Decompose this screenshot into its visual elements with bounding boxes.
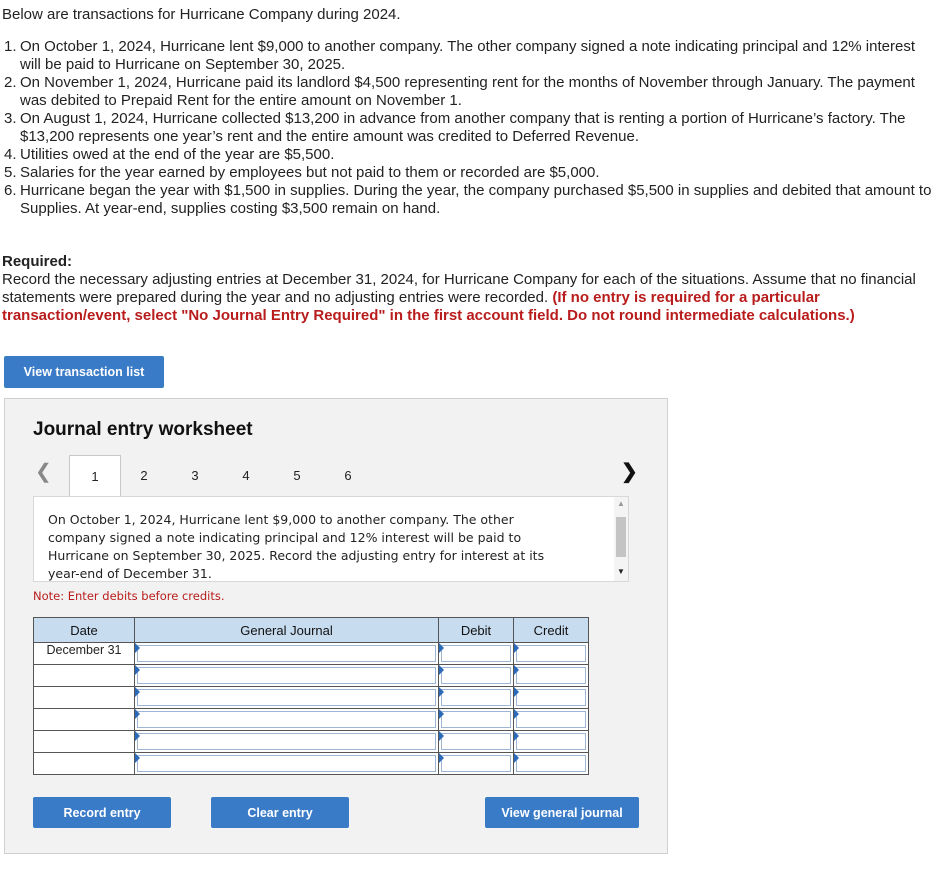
worksheet-tabs: [27, 455, 647, 497]
table-row: [34, 731, 589, 753]
header-date: Date: [34, 618, 135, 643]
dropdown-marker-icon: [135, 709, 140, 719]
credit-input[interactable]: [514, 665, 589, 687]
credit-input[interactable]: [514, 731, 589, 753]
transaction-item: 2. On November 1, 2024, Hurricane paid its landlord $4,500 representing rent for the months of November through January. The payment was debited to Prepaid Rent for the entire amount on November 1.: [4, 74, 915, 109]
credit-input[interactable]: [514, 643, 589, 665]
journal-table: [33, 617, 589, 775]
table-row: [34, 753, 589, 775]
view-transaction-list-button[interactable]: View transaction list: [4, 356, 164, 388]
debit-input[interactable]: [439, 753, 514, 775]
description-scrollbar[interactable]: [614, 497, 628, 581]
debit-input[interactable]: [439, 687, 514, 709]
required-text: Record the necessary adjusting entries at December 31, 2024, for Hurricane Company for each of the situations. Assume that no financial statements were prepared during the year and no adjusting entries were recorded.: [2, 271, 916, 306]
record-entry-button[interactable]: Record entry: [33, 797, 171, 828]
tab-2[interactable]: 2: [140, 467, 148, 483]
dropdown-marker-icon: [135, 687, 140, 697]
intro-text: Below are transactions for Hurricane Company during 2024.: [2, 6, 401, 23]
transaction-item: 4. Utilities owed at the end of the year are $5,500.: [4, 146, 335, 163]
dropdown-marker-icon: [135, 665, 140, 675]
transaction-item: 6. Hurricane began the year with $1,500 in supplies. During the year, the company purchased $5,500 in supplies and debited that amount to Supplies. At year-end, supplies costing $3,500 remain on hand.: [4, 182, 932, 217]
date-cell: [34, 687, 135, 709]
date-cell: [34, 731, 135, 753]
debit-input[interactable]: [439, 643, 514, 665]
clear-entry-button[interactable]: Clear entry: [211, 797, 349, 828]
table-row: [34, 687, 589, 709]
dropdown-marker-icon: [135, 753, 140, 763]
debit-credit-note: Note: Enter debits before credits.: [33, 589, 225, 603]
date-cell: [34, 665, 135, 687]
header-general-journal: General Journal: [135, 618, 439, 643]
dropdown-marker-icon: [514, 709, 519, 719]
dropdown-marker-icon: [135, 731, 140, 741]
required-title: Required:: [2, 253, 73, 270]
table-row: [34, 643, 589, 665]
scroll-thumb[interactable]: [616, 517, 626, 557]
transaction-description-box: [33, 496, 629, 582]
dropdown-marker-icon: [439, 709, 444, 719]
dropdown-marker-icon: [514, 687, 519, 697]
date-cell: [34, 753, 135, 775]
dropdown-marker-icon: [439, 753, 444, 763]
tab-4[interactable]: 4: [242, 467, 250, 483]
dropdown-marker-icon: [514, 643, 519, 653]
header-debit: Debit: [439, 618, 514, 643]
account-input[interactable]: [135, 643, 439, 665]
dropdown-marker-icon: [439, 643, 444, 653]
view-general-journal-button[interactable]: View general journal: [485, 797, 639, 828]
debit-input[interactable]: [439, 665, 514, 687]
transaction-list: [0, 38, 935, 218]
debit-input[interactable]: [439, 709, 514, 731]
tab-5[interactable]: 5: [293, 467, 301, 483]
transaction-item: 3. On August 1, 2024, Hurricane collected $13,200 in advance from another company that is renting a portion of Hurricane’s factory. The $13,200 represents one year’s rent and the entire amount was credited to Deferred Revenue.: [4, 110, 906, 145]
worksheet-title: Journal entry worksheet: [33, 419, 253, 440]
transaction-item: 1. On October 1, 2024, Hurricane lent $9,000 to another company. The other company signed a note indicating principal and 12% interest will be paid to Hurricane on September 30, 2025.: [4, 38, 915, 73]
required-instruction: (If no entry is required for a particular transaction/event, select "No Journal Entry Required" in the first account field. Do not round intermediate calculations.): [2, 289, 855, 324]
table-row: [34, 665, 589, 687]
dropdown-marker-icon: [514, 665, 519, 675]
required-section: [2, 253, 932, 325]
dropdown-marker-icon: [514, 753, 519, 763]
table-row: [34, 709, 589, 731]
account-input[interactable]: [135, 687, 439, 709]
date-cell: [34, 709, 135, 731]
dropdown-marker-icon: [135, 643, 140, 653]
tab-1[interactable]: 1: [69, 455, 121, 497]
chevron-right-icon[interactable]: ❯: [621, 461, 638, 483]
dropdown-marker-icon: [439, 665, 444, 675]
transaction-item: 5. Salaries for the year earned by employees but not paid to them or recorded are $5,000.: [4, 164, 600, 181]
chevron-left-icon[interactable]: ❮: [35, 461, 52, 483]
credit-input[interactable]: [514, 709, 589, 731]
credit-input[interactable]: [514, 687, 589, 709]
dropdown-marker-icon: [439, 731, 444, 741]
scroll-up-icon[interactable]: ▲: [617, 499, 625, 508]
account-input[interactable]: [135, 731, 439, 753]
date-cell: December 31: [34, 643, 135, 665]
journal-entry-worksheet: [4, 398, 668, 854]
debit-input[interactable]: [439, 731, 514, 753]
transaction-description: On October 1, 2024, Hurricane lent $9,000 to another company. The other company signed a note indicating principal and 12% interest will be paid to Hurricane on September 30, 2025. Record the adjusting entry for interest at its year-end of December 31.: [48, 512, 545, 581]
dropdown-marker-icon: [514, 731, 519, 741]
dropdown-marker-icon: [439, 687, 444, 697]
credit-input[interactable]: [514, 753, 589, 775]
tab-3[interactable]: 3: [191, 467, 199, 483]
account-input[interactable]: [135, 709, 439, 731]
account-input[interactable]: [135, 665, 439, 687]
scroll-down-icon[interactable]: ▼: [617, 567, 625, 576]
account-input[interactable]: [135, 753, 439, 775]
header-credit: Credit: [514, 618, 589, 643]
tab-6[interactable]: 6: [344, 467, 352, 483]
